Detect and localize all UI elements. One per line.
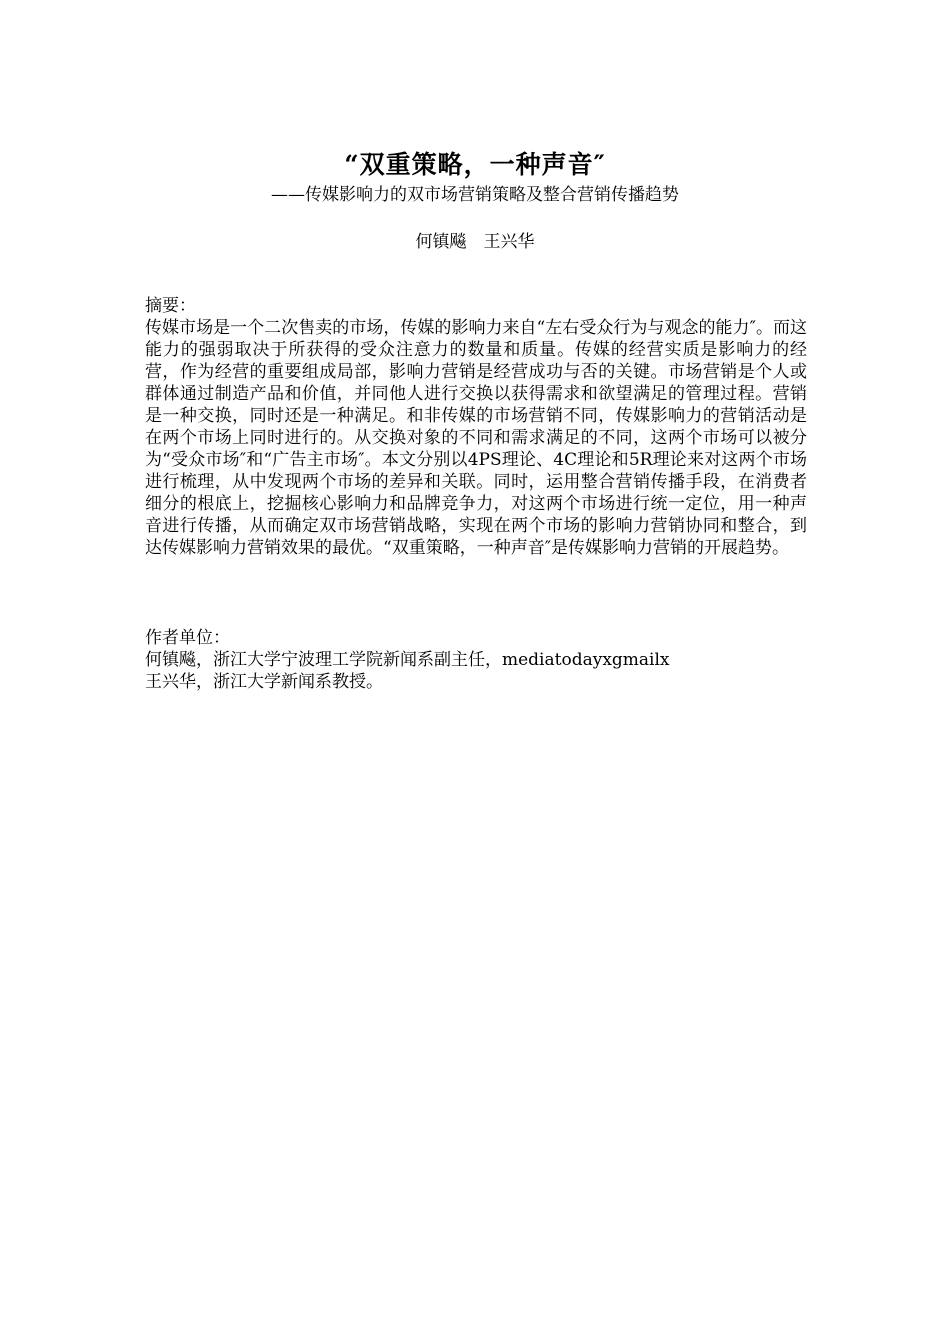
abstract-text: 传媒市场是一个二次售卖的市场，传媒的影响力来自“左右受众行为与观念的能力″。而这能力的强弱取决于所获得的受众注意力的数量和质量。传媒的经营实质是影响力的经营，作为经营的重要组成局部，影响力营销是经营成功与否的关键。市场营销是个人或群体通过制造产品和价值，并同他人进行交换以获得需求和欲望满足的管理过程。营销是一种交换，同时还是一种满足。和非传媒的市场营销不同，传媒影响力的营销活动是在两个市场上同时进行的。从交换对象的不同和需求满足的不同，这两个市场可以被分为“受众市场″和“广告主市场″。本文分别以4PS理论、4C理论和5R理论来对这两个市场进行梳理，从中发现两个市场的差异和关联。同时，运用整合营销传播手段，在消费者细分的根底上，挖掘核心影响力和品牌竞争力，对这两个市场进行统一定位，用一种声音进行传播，从而确定双市场营销战略，实现在两个市场的影响力营销协同和整合，到达传媒影响力营销效果的最优。“双重策略，一种声音″是传媒影响力营销的开展趋势。: [145, 318, 807, 558]
affiliation-line: 王兴华，浙江大学新闻系教授。: [145, 672, 383, 692]
document-title: “双重策略，一种声音″: [344, 150, 606, 179]
document-subtitle: ——传媒影响力的双市场营销策略及整合营销传播趋势: [271, 185, 679, 205]
affiliation-line: 何镇飚，浙江大学宁波理工学院新闻系副主任，mediatodayxgmailx: [145, 650, 670, 670]
author-names: 何镇飚 王兴华: [415, 232, 535, 252]
affiliation-label: 作者单位：: [145, 628, 230, 648]
abstract-label: 摘要：: [145, 296, 196, 316]
